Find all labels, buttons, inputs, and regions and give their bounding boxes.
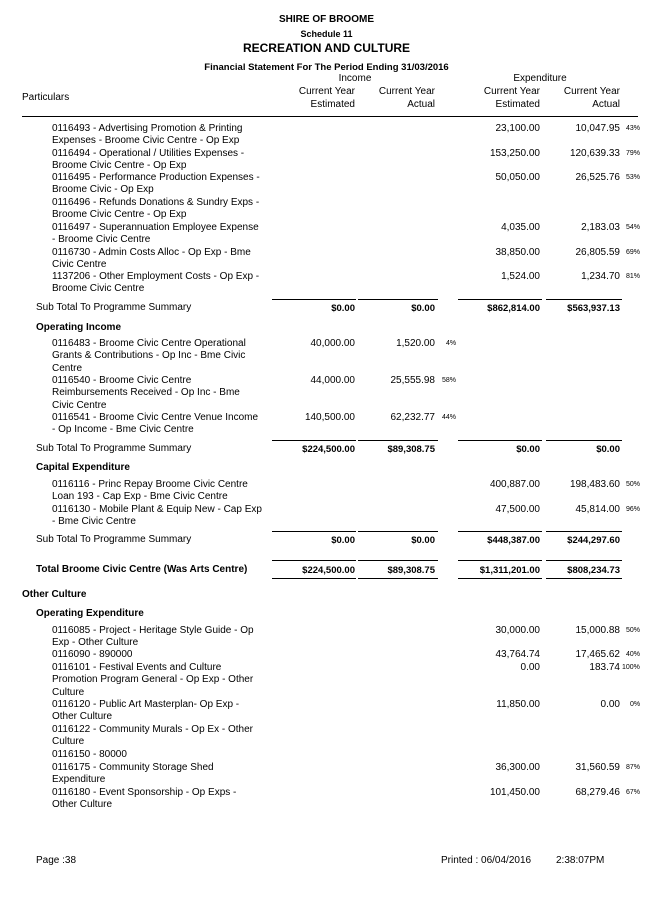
- page-title: RECREATION AND CULTURE: [242, 41, 411, 55]
- subtotal-line: [458, 440, 542, 441]
- exp-estimated: 38,850.00: [495, 247, 540, 258]
- subtotal-inc-act: $89,308.75: [387, 444, 435, 455]
- total-inc-est: $224,500.00: [302, 565, 355, 576]
- list-item: 0116090 - 890000: [52, 649, 133, 660]
- total-line: [458, 560, 542, 561]
- list-item: 0116494 - Operational / Utilities Expenses - Broome Civic Centre - Op Exp: [52, 148, 245, 172]
- total-underline: [272, 578, 356, 579]
- subtotal-line: [458, 531, 542, 532]
- subtotal-line: [358, 531, 438, 532]
- exp-estimated: 43,764.74: [495, 649, 540, 660]
- exp-actual: 26,525.76: [575, 172, 620, 183]
- subtotal-line: [546, 299, 622, 300]
- inc-cy2-label: Current Year: [378, 86, 435, 97]
- inc-percent: 44%: [442, 414, 457, 421]
- inc-percent: 4%: [446, 340, 457, 347]
- exp-estimated: 47,500.00: [495, 504, 540, 515]
- list-item: 0116541 - Broome Civic Centre Venue Income - Op Income - Bme Civic Centre: [52, 412, 259, 436]
- exp-cy-label: Current Year: [483, 86, 540, 97]
- exp-actual: 120,639.33: [569, 148, 620, 159]
- page-number: Page :38: [36, 855, 77, 866]
- subtotal-line: [358, 440, 438, 441]
- exp-percent: 100%: [622, 664, 640, 671]
- header-divider: [22, 116, 638, 117]
- group-heading: Other Culture: [22, 589, 87, 600]
- exp-cy2-label: Current Year: [563, 86, 620, 97]
- subtotal-inc-act: $0.00: [411, 535, 435, 546]
- exp-percent: 67%: [626, 789, 641, 796]
- inc-actual: 25,555.98: [390, 375, 435, 386]
- exp-actual: 68,279.46: [575, 787, 620, 798]
- subtotal-line: [546, 440, 622, 441]
- list-item: 0116180 - Event Sponsorship - Op Exps - Other Culture: [52, 787, 237, 811]
- list-item: 0116175 - Community Storage Shed Expenditure: [52, 762, 214, 786]
- exp-percent: 0%: [630, 701, 641, 708]
- subtotal-line: [272, 531, 356, 532]
- exp-est-label: Estimated: [495, 99, 540, 110]
- printed-time: 2:38:07PM: [556, 855, 605, 866]
- subtotal-exp-est: $862,814.00: [487, 303, 540, 314]
- list-item: 0116122 - Community Murals - Op Ex - Other Culture: [52, 724, 253, 748]
- inc-estimated: 44,000.00: [310, 375, 355, 386]
- exp-estimated: 36,300.00: [495, 762, 540, 773]
- inc-actual: 1,520.00: [396, 338, 435, 349]
- subtotal-exp-est: $448,387.00: [487, 535, 540, 546]
- exp-actual: 31,560.59: [575, 762, 620, 773]
- subtotal-inc-est: $0.00: [331, 303, 355, 314]
- inc-estimated: 40,000.00: [310, 338, 355, 349]
- exp-estimated: 30,000.00: [495, 625, 540, 636]
- income-header: Income: [338, 73, 372, 84]
- subtotal-line: [272, 299, 356, 300]
- list-item: 0116497 - Superannuation Employee Expense - Broome Civic Centre: [52, 222, 259, 246]
- subtotal-exp-act: $244,297.60: [567, 535, 620, 546]
- exp-percent: 50%: [626, 627, 641, 634]
- inc-cy-label: Current Year: [298, 86, 355, 97]
- total-line: [272, 560, 356, 561]
- list-item: 0116540 - Broome Civic Centre Reimbursements Received - Op Inc - Bme Civic Centre: [52, 375, 240, 411]
- exp-actual: 15,000.88: [575, 625, 620, 636]
- total-underline: [546, 578, 622, 579]
- exp-estimated: 11,850.00: [496, 699, 540, 710]
- printed-date: Printed : 06/04/2016: [441, 855, 532, 866]
- subtotal-exp-act: $0.00: [596, 444, 620, 455]
- exp-actual: 10,047.95: [575, 123, 620, 134]
- subtotal-exp-est: $0.00: [516, 444, 540, 455]
- exp-percent: 87%: [626, 764, 641, 771]
- exp-actual: 0.00: [600, 699, 620, 710]
- subtotal-label: Sub Total To Programme Summary: [36, 302, 192, 313]
- exp-percent: 53%: [626, 174, 641, 181]
- list-item: 0116130 - Mobile Plant & Equip New - Cap Exp - Bme Civic Centre: [52, 504, 262, 528]
- exp-percent: 50%: [626, 481, 641, 488]
- total-underline: [358, 578, 438, 579]
- list-item: 0116120 - Public Art Masterplan- Op Exp - Other Culture: [52, 699, 240, 723]
- exp-actual: 26,805.59: [575, 247, 620, 258]
- list-item: 0116496 - Refunds Donations & Sundry Exps - Broome Civic Centre - Op Exp: [52, 197, 260, 221]
- list-item: 0116493 - Advertising Promotion & Printing Expenses - Broome Civic Centre - Op Exp: [52, 123, 243, 147]
- exp-estimated: 23,100.00: [495, 123, 540, 134]
- exp-actual: 45,814.00: [575, 504, 620, 515]
- period-label: Financial Statement For The Period Ending 31/03/2016: [204, 62, 449, 73]
- list-item: 0116150 - 80000: [52, 749, 127, 760]
- particulars-header: Particulars: [22, 92, 70, 103]
- exp-percent: 40%: [626, 651, 641, 658]
- subtotal-label: Sub Total To Programme Summary: [36, 534, 192, 545]
- org-name: SHIRE OF BROOME: [278, 14, 374, 25]
- exp-estimated: 50,050.00: [495, 172, 540, 183]
- list-item: 0116101 - Festival Events and Culture Promotion Program General - Op Exp - Other Culture: [52, 662, 254, 698]
- subtotal-line: [358, 299, 438, 300]
- inc-est-label: Estimated: [310, 99, 355, 110]
- inc-act-label: Actual: [407, 99, 435, 110]
- inc-percent: 58%: [442, 377, 457, 384]
- exp-percent: 69%: [626, 249, 641, 256]
- total-underline: [458, 578, 542, 579]
- total-line: [546, 560, 622, 561]
- list-item: 0116495 - Performance Production Expenses - Broome Civic - Op Exp: [52, 172, 260, 196]
- total-inc-act: $89,308.75: [387, 565, 435, 576]
- exp-actual: 183.74: [589, 662, 620, 673]
- exp-percent: 54%: [626, 224, 641, 231]
- exp-estimated: 1,524.00: [501, 271, 540, 282]
- exp-actual: 2,183.03: [581, 222, 620, 233]
- list-item: 0116730 - Admin Costs Alloc - Op Exp - Bme Civic Centre: [52, 247, 251, 271]
- schedule-label: Schedule 11: [300, 29, 353, 39]
- subtotal-inc-est: $0.00: [331, 535, 355, 546]
- exp-actual: 17,465.62: [575, 649, 620, 660]
- section-heading: Capital Expenditure: [36, 462, 130, 473]
- expenditure-header: Expenditure: [513, 73, 567, 84]
- list-item: 0116085 - Project - Heritage Style Guide - Op Exp - Other Culture: [52, 625, 254, 649]
- subtotal-inc-est: $224,500.00: [302, 444, 355, 455]
- exp-percent: 96%: [626, 506, 641, 513]
- exp-percent: 79%: [626, 150, 641, 157]
- exp-estimated: 400,887.00: [489, 479, 540, 490]
- list-item: 1137206 - Other Employment Costs - Op Exp - Broome Civic Centre: [52, 271, 260, 295]
- exp-percent: 43%: [626, 125, 641, 132]
- total-exp-est: $1,311,201.00: [479, 565, 540, 576]
- list-item: 0116116 - Princ Repay Broome Civic Centre Loan 193 - Cap Exp - Bme Civic Centre: [52, 479, 248, 503]
- inc-estimated: 140,500.00: [304, 412, 355, 423]
- subtotal-line: [272, 440, 356, 441]
- exp-act-label: Actual: [592, 99, 620, 110]
- exp-estimated: 0.00: [520, 662, 540, 673]
- exp-estimated: 4,035.00: [501, 222, 540, 233]
- total-line: [358, 560, 438, 561]
- section-heading: Operating Expenditure: [36, 608, 144, 619]
- exp-actual: 1,234.70: [581, 271, 620, 282]
- subtotal-inc-act: $0.00: [411, 303, 435, 314]
- subtotal-line: [458, 299, 542, 300]
- total-exp-act: $808,234.73: [567, 565, 620, 576]
- subtotal-label: Sub Total To Programme Summary: [36, 443, 192, 454]
- subtotal-exp-act: $563,937.13: [567, 303, 620, 314]
- inc-actual: 62,232.77: [390, 412, 435, 423]
- total-label: Total Broome Civic Centre (Was Arts Centre): [36, 564, 248, 575]
- exp-percent: 81%: [626, 273, 641, 280]
- section-heading: Operating Income: [36, 322, 122, 333]
- exp-actual: 198,483.60: [569, 479, 620, 490]
- list-item: 0116483 - Broome Civic Centre Operational Grants & Contributions - Op Inc - Bme Civic Centre: [52, 338, 246, 374]
- exp-estimated: 153,250.00: [489, 148, 540, 159]
- exp-estimated: 101,450.00: [489, 787, 540, 798]
- subtotal-line: [546, 531, 622, 532]
